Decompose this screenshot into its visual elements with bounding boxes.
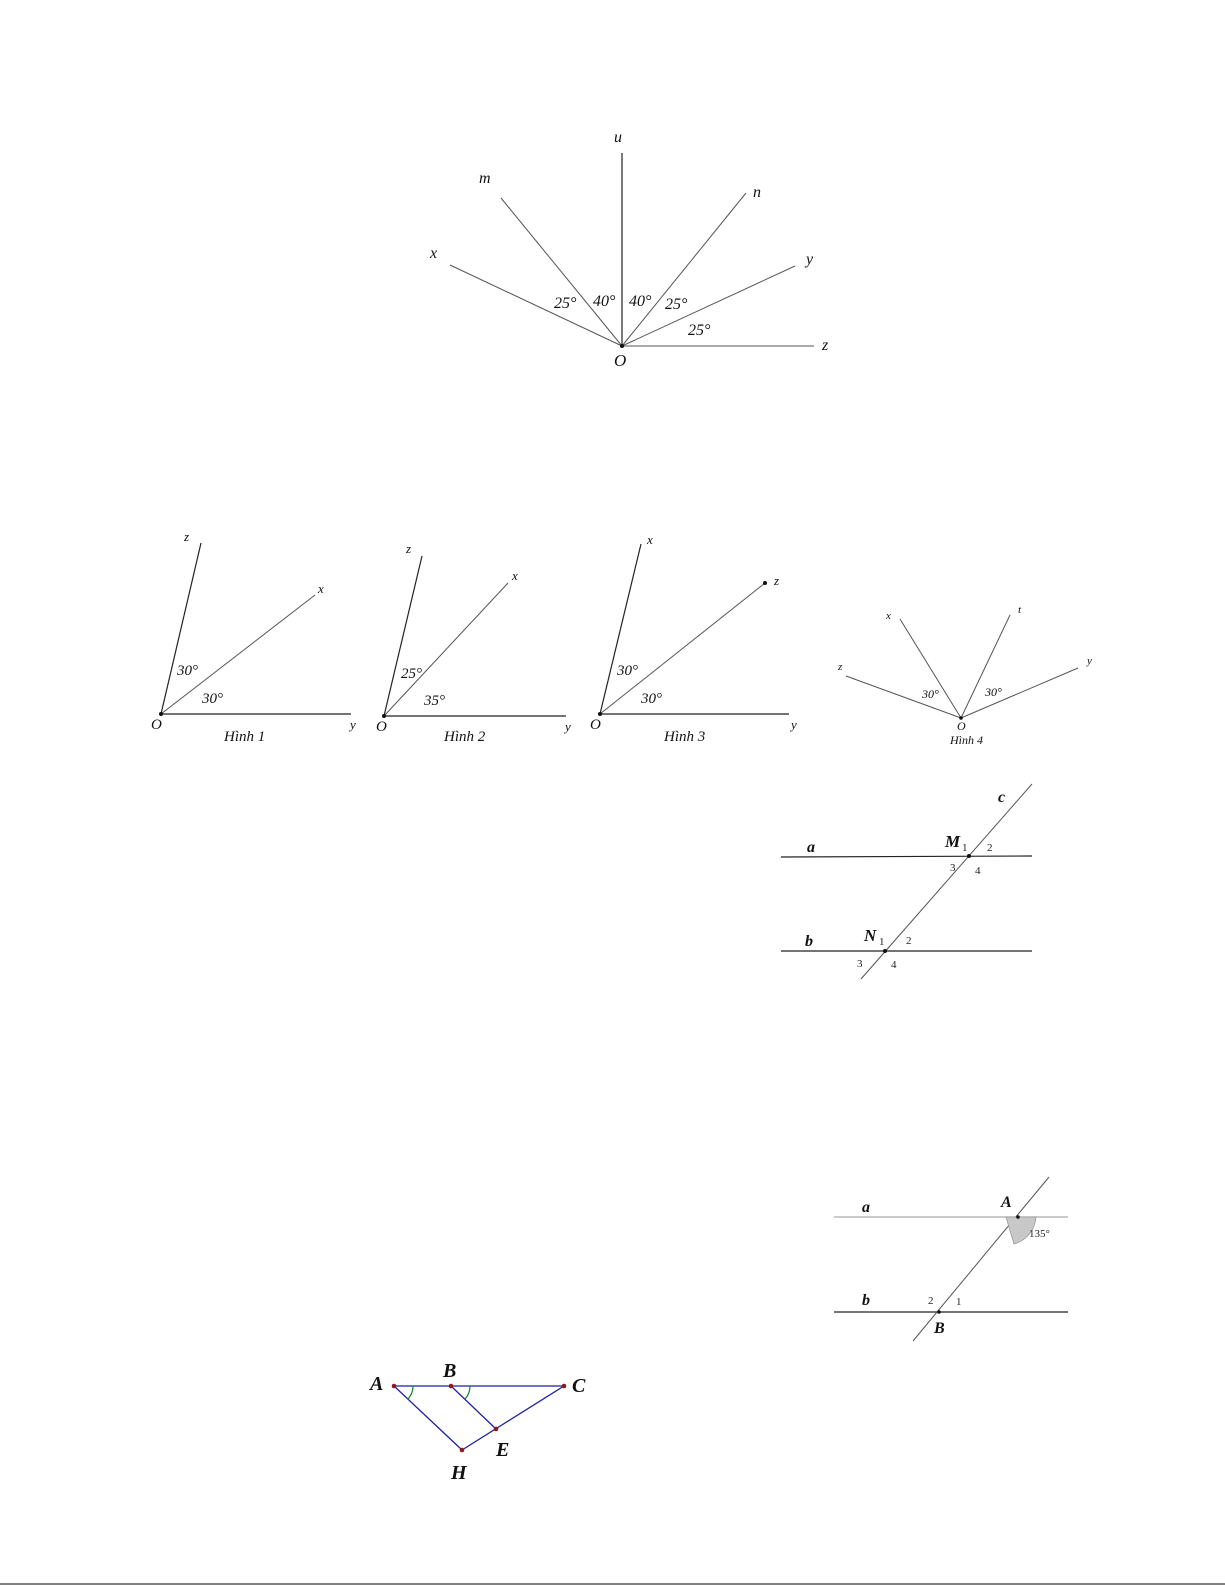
figure-hinh-4 xyxy=(837,604,1092,747)
figure-hinh-2 xyxy=(376,541,571,745)
m-angle-1: 1 xyxy=(962,842,968,854)
segment-be xyxy=(451,1386,496,1429)
line-c xyxy=(861,784,1032,979)
h2-ray-x xyxy=(384,583,508,716)
h1-point-o xyxy=(159,712,163,716)
point-e3 xyxy=(494,1427,499,1432)
h2-angle-1: 25° xyxy=(401,666,422,682)
m-angle-2: 2 xyxy=(987,842,993,854)
label-u: u xyxy=(614,129,622,146)
figure-parallel-ab xyxy=(834,1177,1068,1341)
point-n xyxy=(883,949,887,953)
label-tri-b: B xyxy=(443,1360,457,1382)
h1-label-z: z xyxy=(184,529,190,544)
label-b: b xyxy=(805,933,813,950)
h3-caption: Hình 3 xyxy=(664,729,706,745)
label-n: n xyxy=(753,184,761,201)
h2-point-o xyxy=(382,714,386,718)
label-tri-a: A xyxy=(370,1373,384,1395)
h3-point-z xyxy=(763,581,767,585)
segment-ah xyxy=(394,1386,462,1450)
h4-ray-z xyxy=(846,676,961,718)
h2-label-z: z xyxy=(406,541,412,556)
angle-yz: 25° xyxy=(688,322,711,339)
point-h3 xyxy=(460,1448,465,1453)
h4-label-o: O xyxy=(957,719,966,733)
h3-angle-2: 30° xyxy=(641,691,662,707)
point-m xyxy=(967,854,971,858)
ray-m xyxy=(501,198,622,346)
line-a xyxy=(781,856,1032,857)
h3-label-z: z xyxy=(774,573,780,588)
ray-n xyxy=(622,193,746,346)
segment-hc xyxy=(462,1386,564,1450)
h3-ray-z xyxy=(600,583,765,714)
angle-xm: 25° xyxy=(554,295,577,312)
angle-arc-b xyxy=(465,1386,470,1399)
n-angle-2: 2 xyxy=(906,935,912,947)
h1-label-y: y xyxy=(350,717,356,732)
transversal xyxy=(913,1177,1049,1341)
angle-mu: 40° xyxy=(593,293,616,310)
h3-label-o: O xyxy=(590,717,601,733)
h2-angle-2: 35° xyxy=(424,693,445,709)
m-angle-4: 4 xyxy=(975,865,981,877)
angle-135: 135° xyxy=(1029,1228,1050,1240)
point-a xyxy=(1016,1215,1020,1219)
h2-caption: Hình 2 xyxy=(444,729,486,745)
b-angle-2: 2 xyxy=(928,1295,934,1307)
h2-ray-z xyxy=(384,556,422,716)
label-c: c xyxy=(998,789,1006,806)
h4-label-t: t xyxy=(1018,604,1022,616)
label-o: O xyxy=(614,351,627,370)
label-z: z xyxy=(822,337,829,354)
figure-hinh-3 xyxy=(590,532,797,745)
h4-angle-1: 30° xyxy=(922,687,939,701)
figure-top-angles xyxy=(429,129,829,370)
point-o xyxy=(620,344,624,348)
h1-label-x: x xyxy=(318,581,324,596)
h4-angle-2: 30° xyxy=(985,685,1002,699)
h1-angle-1: 30° xyxy=(177,663,198,679)
label-x: x xyxy=(430,245,438,262)
label-a: a xyxy=(807,839,815,856)
label-point-b: B xyxy=(934,1320,945,1337)
label-point-a: A xyxy=(1001,1194,1012,1211)
angle-ny: 25° xyxy=(665,296,688,313)
n-angle-1: 1 xyxy=(879,936,885,948)
label-y: y xyxy=(806,251,814,268)
h1-caption: Hình 1 xyxy=(224,729,266,745)
h3-ray-x xyxy=(600,544,641,714)
h4-label-z: z xyxy=(838,661,843,673)
h4-ray-x xyxy=(900,619,961,718)
b-angle-1: 1 xyxy=(956,1296,962,1308)
label-m: M xyxy=(945,832,961,851)
figure-triangle xyxy=(368,1360,586,1484)
angle-arc-a xyxy=(408,1386,413,1399)
figure-hinh-1 xyxy=(151,529,356,745)
label-tri-c: C xyxy=(572,1375,586,1397)
h4-label-x: x xyxy=(886,610,891,622)
h4-ray-y xyxy=(961,668,1078,718)
h2-label-o: O xyxy=(376,719,387,735)
h3-angle-1: 30° xyxy=(617,663,638,679)
label-a2: a xyxy=(862,1199,870,1216)
h4-ray-t xyxy=(961,615,1010,718)
h1-label-o: O xyxy=(151,717,162,733)
point-b3 xyxy=(449,1384,454,1389)
h3-label-y: y xyxy=(791,717,797,732)
label-tri-e: E xyxy=(496,1439,510,1461)
label-tri-h: H xyxy=(451,1462,467,1484)
label-m: m xyxy=(479,170,491,187)
point-c3 xyxy=(562,1384,567,1389)
h2-label-x: x xyxy=(512,568,518,583)
figure-parallel-mn xyxy=(781,784,1032,979)
n-angle-3: 3 xyxy=(857,958,863,970)
h1-angle-2: 30° xyxy=(202,691,223,707)
m-angle-3: 3 xyxy=(950,862,956,874)
label-b2: b xyxy=(862,1292,870,1309)
h3-point-o xyxy=(598,712,602,716)
label-n: N xyxy=(864,926,877,945)
h4-label-y: y xyxy=(1087,655,1092,667)
point-b xyxy=(937,1310,941,1314)
h2-label-y: y xyxy=(565,719,571,734)
angle-un: 40° xyxy=(629,293,652,310)
point-a3 xyxy=(392,1384,397,1389)
h3-label-x: x xyxy=(647,532,653,547)
h4-caption: Hình 4 xyxy=(950,733,983,747)
n-angle-4: 4 xyxy=(891,959,897,971)
